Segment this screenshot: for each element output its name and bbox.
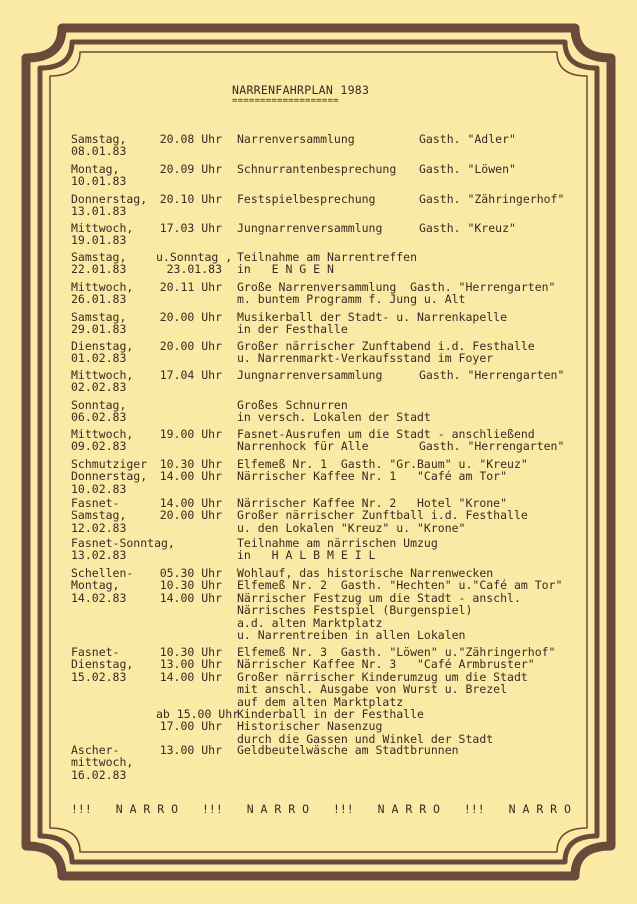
row-day: Schmutziger Donnerstag, 10.02.83: [71, 457, 148, 496]
row-venue: Gasth. "Adler": [419, 132, 516, 146]
row-day: Mittwoch, 19.01.83: [71, 221, 134, 248]
row-event: Schnurrantenbesprechung: [237, 162, 397, 176]
row-event: Elfemeß Nr. 1 Gasth. "Gr.Baum" u. "Kreuz" Närrischer Kaffee Nr. 1 "Café am Tor": [237, 457, 528, 484]
row-event: Elfemeß Nr. 3 Gasth. "Löwen" u."Zähringerhof" Närrischer Kaffee Nr. 3 "Café Armbruster" Großer närrischer Kinderumzug um die Stadt mit anschl. Ausgabe von Wurst u. Brezel auf dem alten Marktplatz Kinderball in der Festhalle Historischer Nasenzug durch die Gassen und Winkel der Stadt: [237, 645, 556, 746]
row-time: 20.10 Uhr: [159, 192, 222, 206]
row-event: Großer närrischer Zunftabend i.d. Festhalle u. Narrenmarkt-Verkaufsstand im Foyer: [237, 339, 535, 366]
row-day: Samstag, 29.01.83: [71, 310, 127, 337]
row-day: Samstag, 22.01.83: [71, 250, 127, 277]
row-day: Schellen- Montag, 14.02.83: [71, 566, 134, 605]
row-event: Geldbeutelwäsche am Stadtbrunnen: [237, 743, 459, 757]
row-event: Musikerball der Stadt- u. Narrenkapelle in der Festhalle: [237, 310, 508, 337]
row-event: Jungnarrenversammlung: [237, 221, 383, 235]
row-time: 05.30 Uhr 10.30 Uhr 14.00 Uhr: [159, 566, 222, 605]
footer-exclamation: !!!: [201, 802, 223, 816]
footer-exclamation: !!!: [463, 802, 485, 816]
row-venue: Gasth. "Löwen": [419, 162, 516, 176]
row-day: Mittwoch, 02.02.83: [71, 368, 134, 395]
row-event: Fasnet-Ausrufen um die Stadt - anschließend Narrenhock für Alle: [237, 427, 535, 454]
row-time: u.Sonntag , 23.01.83: [156, 250, 233, 277]
row-event: Große Narrenversammlung Gasth. "Herrengarten" m. buntem Programm f. Jung u. Alt: [237, 280, 556, 307]
row-day: Mittwoch, 09.02.83: [71, 427, 134, 454]
footer-narro: N A R R O: [246, 802, 309, 816]
footer-narro: N A R R O: [115, 802, 179, 816]
footer-narro: N A R R O: [377, 802, 440, 816]
row-time: 17.03 Uhr: [159, 221, 222, 235]
row-event: Jungnarrenversammlung: [237, 368, 383, 382]
row-time: 20.08 Uhr: [159, 132, 222, 146]
footer-narro: N A R R O: [508, 802, 571, 816]
row-day: Samstag, 08.01.83: [71, 132, 127, 159]
document-title: NARRENFAHRPLAN 1983: [232, 83, 370, 97]
row-event: Teilnahme am närrischen Umzug in H A L B M E I L: [237, 536, 438, 563]
footer-exclamation: !!!: [71, 802, 92, 816]
row-event: Festspielbesprechung: [237, 192, 376, 206]
row-venue: Gasth. "Kreuz": [419, 221, 516, 235]
row-time: 19.00 Uhr: [159, 427, 222, 441]
row-time: 13.00 Uhr: [159, 743, 222, 757]
row-day: Fasnet- Samstag, 12.02.83: [71, 496, 127, 535]
row-event: Wohlauf, das historische Narrenwecken Elfemeß Nr. 2 Gasth. "Hechten" u."Café am Tor" Närrischer Festzug um die Stadt - anschl. Närrisches Festspiel (Burgenspiel) a.d. alten Marktplatz u. Narrentreiben in allen Lokalen: [237, 566, 563, 643]
row-venue: Gasth. "Herrengarten": [419, 368, 565, 382]
row-event: Närrischer Kaffee Nr. 2 Hotel "Krone" Großer närrischer Zunftball i.d. Festhalle u. den Lokalen "Kreuz" u. "Krone": [237, 496, 528, 535]
title-underline: ===================: [232, 96, 339, 106]
row-day: Donnerstag, 13.01.83: [71, 192, 148, 219]
row-time: 10.30 Uhr 13.00 Uhr 14.00 Uhr ab 15.00 Uhr 17.00 Uhr: [156, 645, 240, 734]
row-day: Ascher- mittwoch, 16.02.83: [71, 743, 134, 782]
row-time: 20.00 Uhr: [159, 339, 222, 353]
row-day: Fasnet-Sonntag, 13.02.83: [71, 536, 175, 563]
row-day: Fasnet- Dienstag, 15.02.83: [71, 645, 134, 684]
row-time: 20.00 Uhr: [159, 310, 222, 324]
row-time: 20.09 Uhr: [159, 162, 222, 176]
row-time: 10.30 Uhr 14.00 Uhr: [159, 457, 222, 484]
row-event: Großes Schnurren in versch. Lokalen der Stadt: [237, 398, 431, 425]
row-day: Sonntag, 06.02.83: [71, 398, 127, 425]
row-time: 20.11 Uhr: [159, 280, 222, 294]
footer-exclamation: !!!: [332, 802, 354, 816]
row-venue: Gasth. "Zähringerhof": [419, 192, 565, 206]
row-event: Narrenversammlung: [237, 132, 355, 146]
row-time: 14.00 Uhr 20.00 Uhr: [159, 496, 222, 523]
row-day: Mittwoch, 26.01.83: [71, 280, 134, 307]
row-day: Dienstag, 01.02.83: [71, 339, 134, 366]
row-venue: Gasth. "Herrengarten": [419, 439, 565, 454]
row-day: Montag, 10.01.83: [71, 162, 127, 189]
row-time: 17.04 Uhr: [159, 368, 222, 382]
narro-footer: [71, 802, 571, 816]
row-event: Teilnahme am Narrentreffen in E N G E N: [237, 250, 418, 277]
